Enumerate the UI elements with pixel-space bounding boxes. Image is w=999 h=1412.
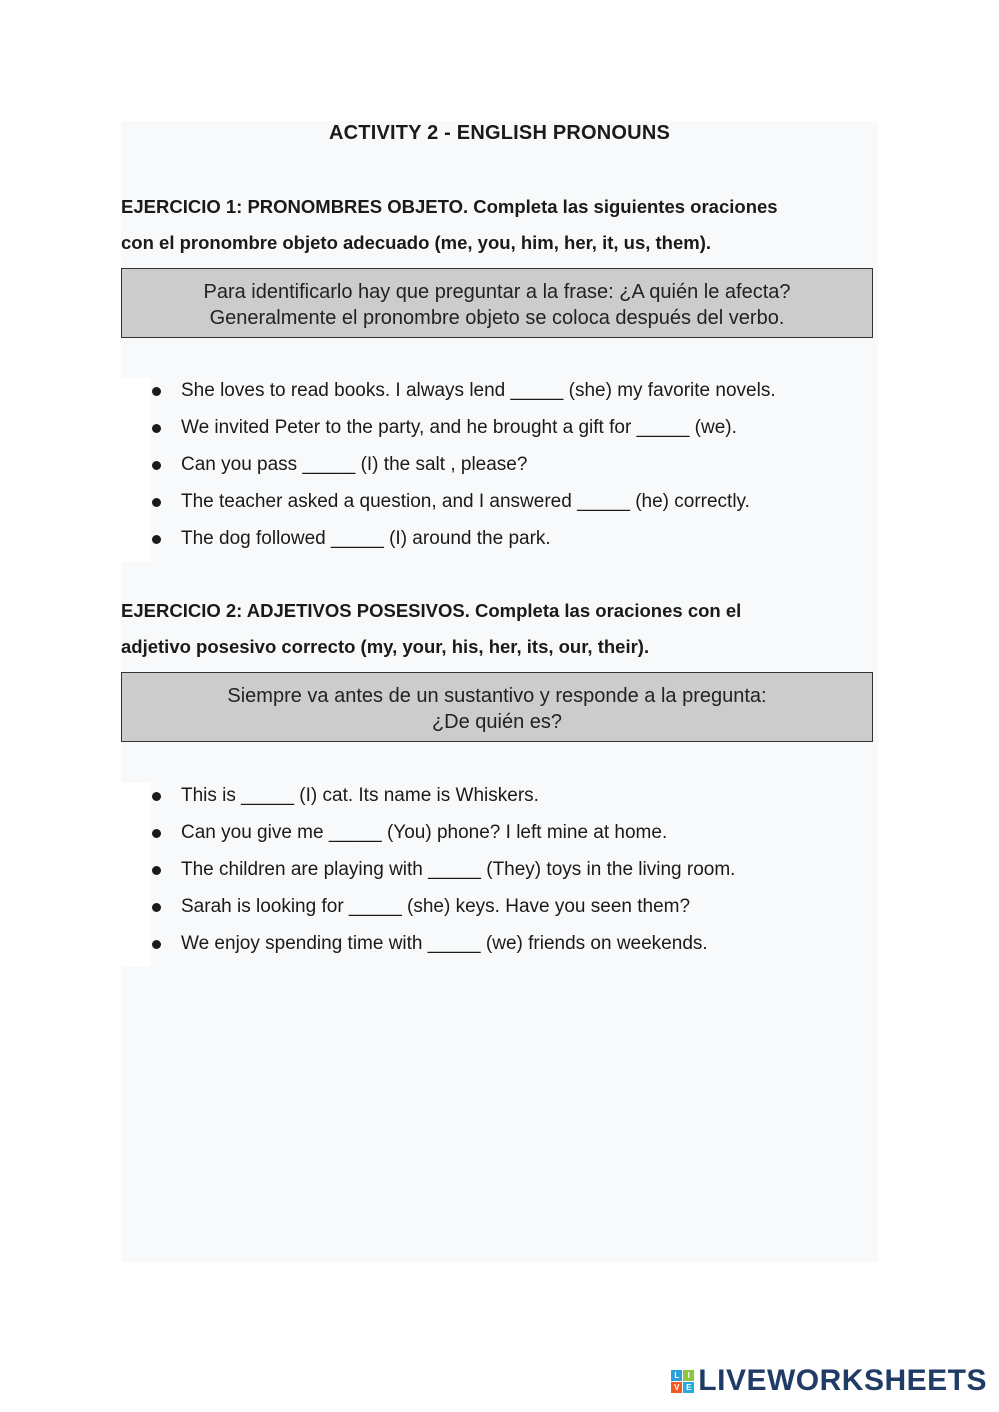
list-item: [150, 931, 735, 968]
logo-letter-e: E: [683, 1382, 694, 1393]
logo-letter-v: V: [671, 1382, 682, 1393]
list-item: [150, 783, 735, 820]
page-title: ACTIVITY 2 - ENGLISH PRONOUNS: [328, 122, 671, 144]
bullet-icon: [152, 535, 161, 544]
bullet-icon: [152, 498, 161, 507]
list-item-text: This is _____ (I) cat. Its name is Whiskers.: [181, 785, 539, 806]
list-item-text: The dog followed _____ (I) around the park.: [181, 528, 551, 549]
brand-name: LIVEWORKSHEETS: [698, 1364, 987, 1397]
list-item-text: The children are playing with _____ (They) toys in the living room.: [181, 859, 736, 880]
exercise2-hint-box: [121, 672, 873, 742]
exercise2-hint-line1: Siempre va antes de un sustantivo y responde a la pregunta:: [227, 685, 767, 707]
bullet-icon: [152, 829, 161, 838]
list-item: [150, 489, 776, 526]
list-item: [150, 526, 776, 563]
bullet-icon: [152, 461, 161, 470]
list-item-text: We invited Peter to the party, and he brought a gift for _____ (we).: [181, 417, 737, 438]
bullet-icon: [152, 903, 161, 912]
exercise2-hint-line2: ¿De quién es?: [431, 711, 563, 733]
list-item-text: Can you give me _____ (You) phone? I left mine at home.: [181, 822, 668, 843]
list-margin-2: [121, 783, 151, 967]
exercise1-hint-line1: Para identificarlo hay que preguntar a la frase: ¿A quién le afecta?: [203, 281, 791, 303]
list-item-text: The teacher asked a question, and I answered _____ (he) correctly.: [181, 491, 750, 512]
list-item: [150, 857, 735, 894]
list-item: [150, 820, 735, 857]
list-item: [150, 452, 776, 489]
logo-mark-icon: [671, 1370, 694, 1393]
bullet-icon: [152, 866, 161, 875]
list-item-text: We enjoy spending time with _____ (we) friends on weekends.: [181, 933, 708, 954]
bullet-icon: [152, 424, 161, 433]
exercise2-heading-line1: EJERCICIO 2: ADJETIVOS POSESIVOS. Completa las oraciones con el: [121, 600, 742, 621]
exercise1-heading: [121, 189, 881, 261]
list-item: [150, 894, 735, 931]
exercise2-list: [150, 783, 735, 968]
exercise1-hint-box: [121, 268, 873, 338]
list-item-text: Sarah is looking for _____ (she) keys. Have you seen them?: [181, 896, 691, 917]
exercise1-heading-line1: EJERCICIO 1: PRONOMBRES OBJETO. Completa las siguientes oraciones: [121, 196, 778, 217]
exercise2-heading-line2: adjetivo posesivo correcto (my, your, his, her, its, our, their).: [121, 636, 650, 657]
exercise1-hint-line2: Generalmente el pronombre objeto se coloca después del verbo.: [209, 307, 785, 329]
bullet-icon: [152, 940, 161, 949]
list-item: [150, 415, 776, 452]
list-item: [150, 378, 776, 415]
bullet-icon: [152, 792, 161, 801]
logo-letter-l: L: [671, 1370, 682, 1381]
list-margin-1: [121, 378, 151, 562]
list-item-text: Can you pass _____ (I) the salt , please?: [181, 454, 528, 475]
logo-letter-i: I: [683, 1370, 694, 1381]
liveworksheets-logo[interactable]: [671, 1364, 987, 1398]
list-item-text: She loves to read books. I always lend _____ (she) my favorite novels.: [181, 380, 776, 401]
exercise1-heading-line2: con el pronombre objeto adecuado (me, you, him, her, it, us, them).: [121, 232, 712, 253]
exercise1-list: [150, 378, 776, 563]
bullet-icon: [152, 387, 161, 396]
exercise2-heading: [121, 593, 881, 665]
